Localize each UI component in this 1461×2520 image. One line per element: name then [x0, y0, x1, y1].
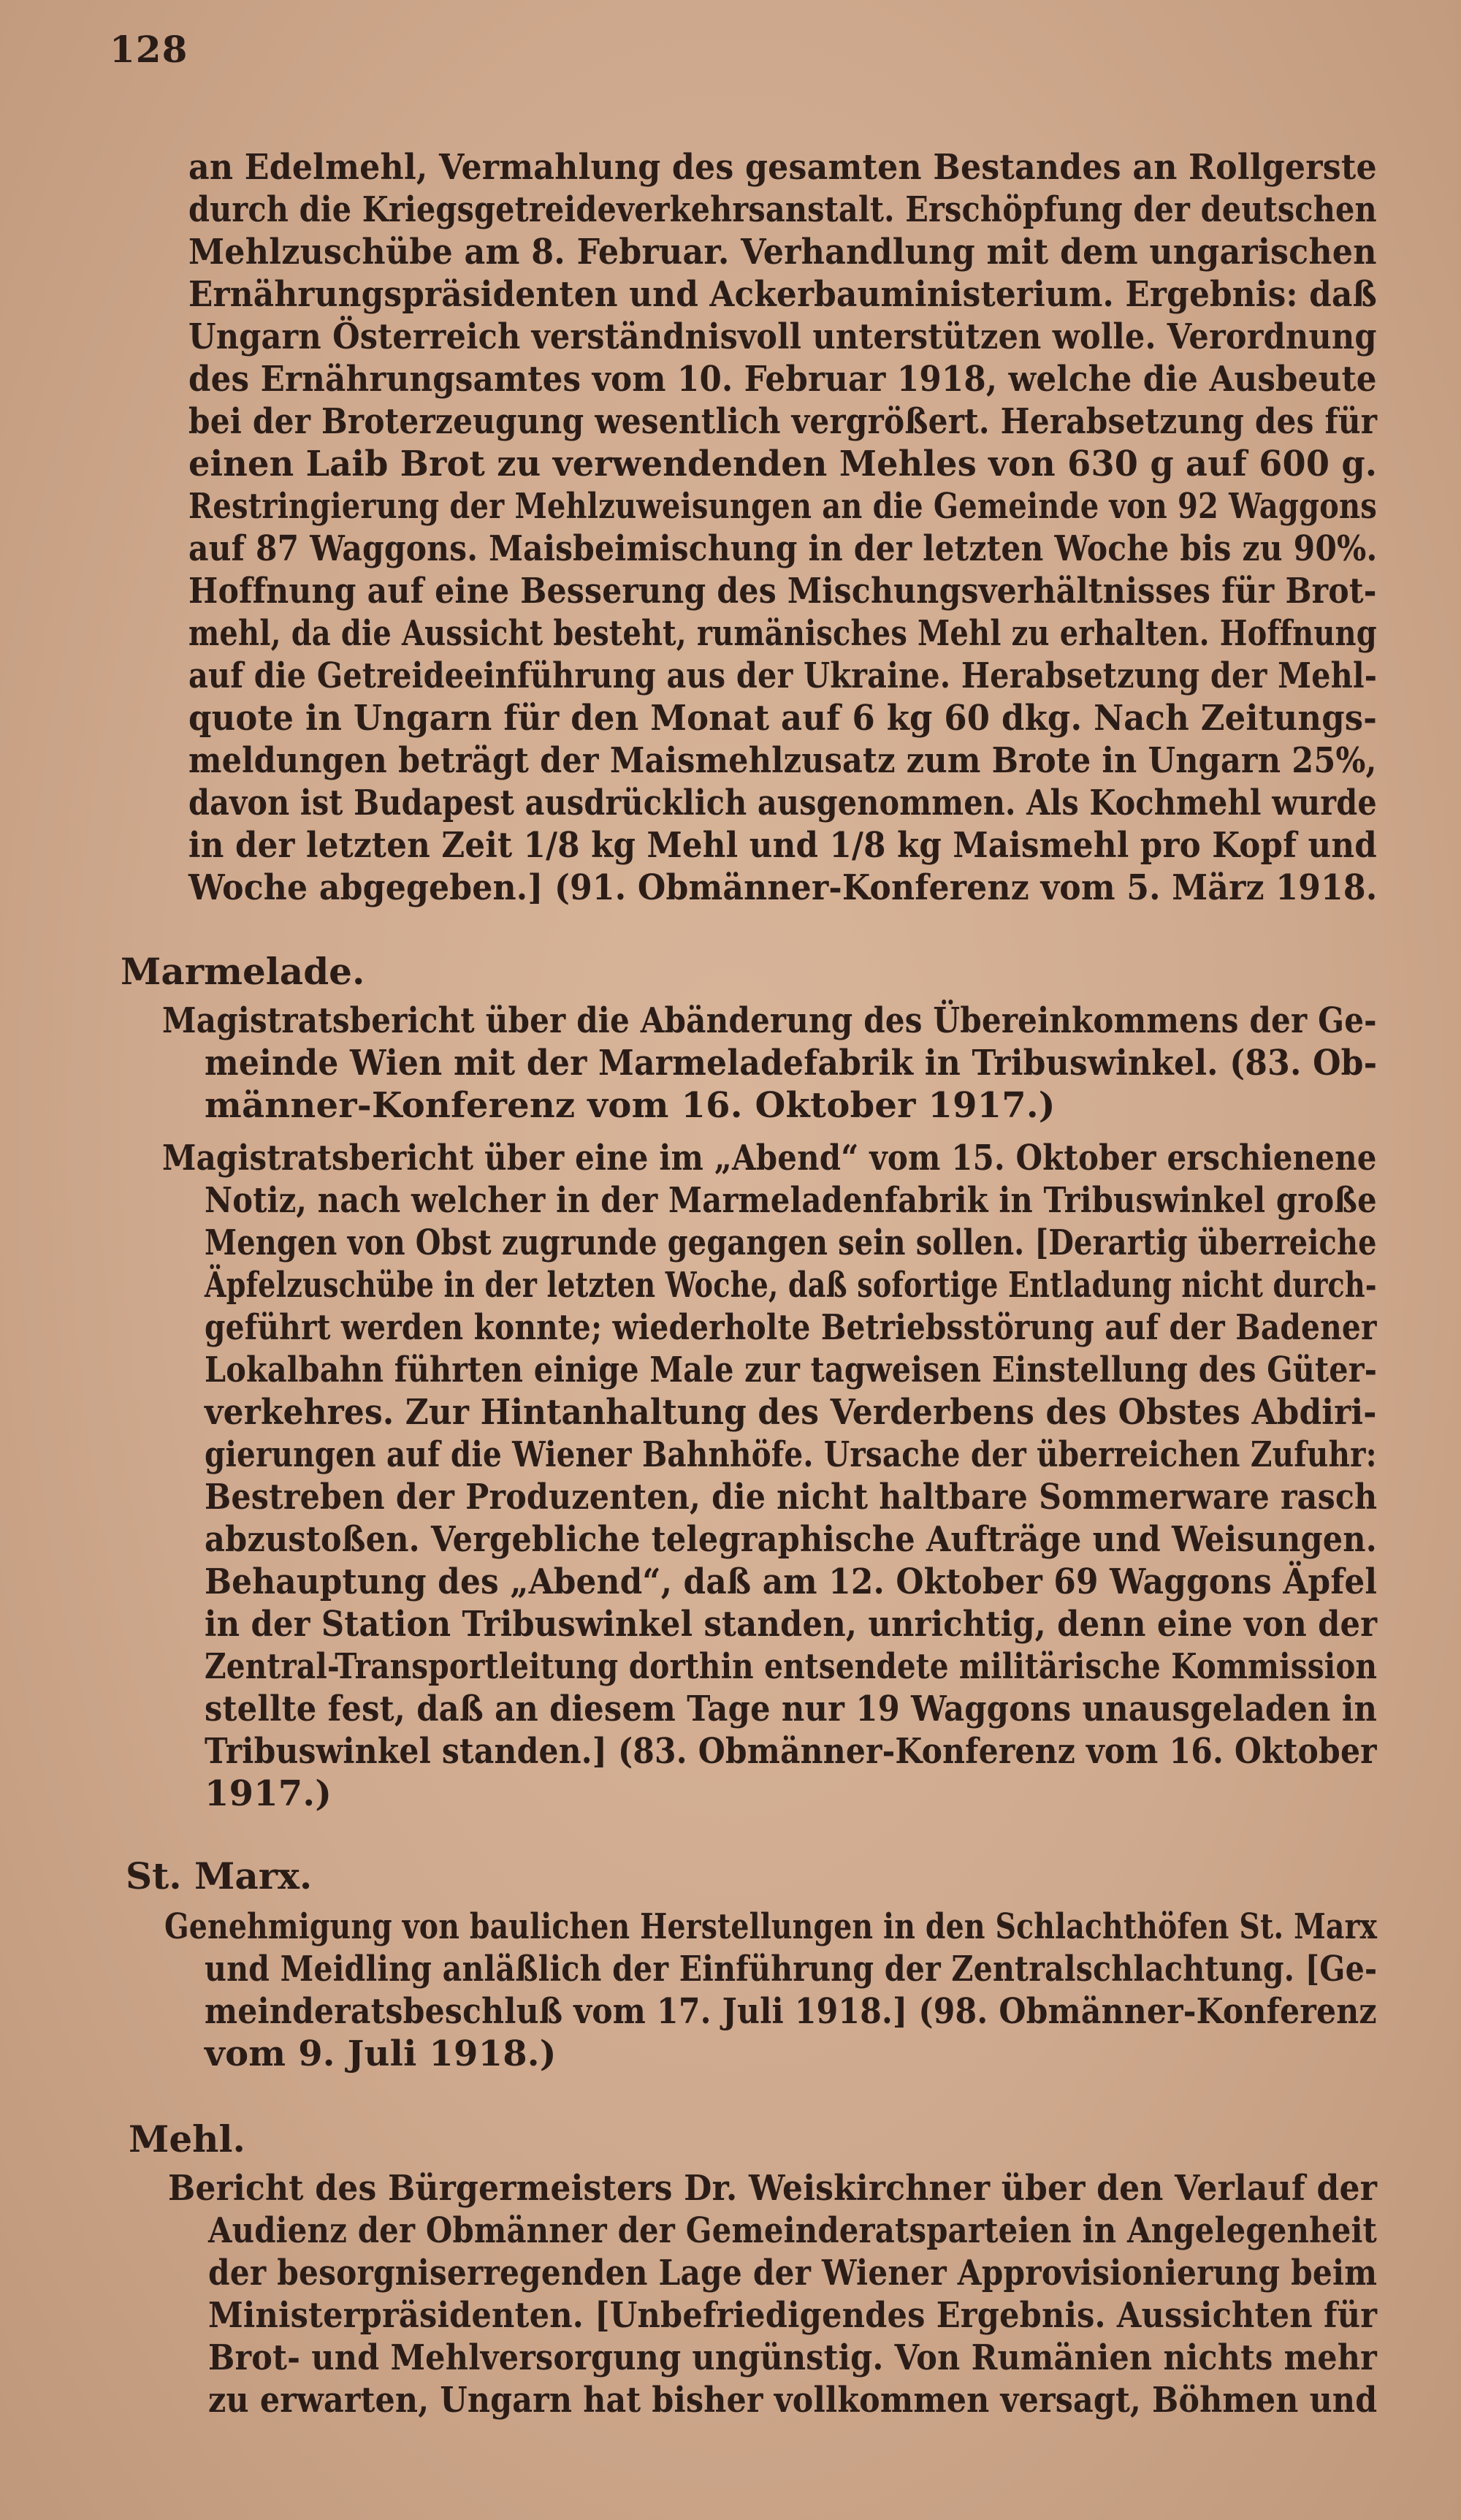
text-line: Notiz, nach welcher in der Marmeladenfabrik in Tribuswinkel große [205, 1180, 1377, 1221]
text-line: verkehres. Zur Hintanhaltung des Verderbens des Obstes Abdiri- [205, 1392, 1377, 1433]
text-line: Tribuswinkel standen.] (83. Obmänner-Konferenz vom 16. Oktober [205, 1731, 1377, 1772]
text-line: der besorgniserregenden Lage der Wiener Approvisionierung beim [208, 2253, 1378, 2293]
text-line: geführt werden konnte; wiederholte Betriebsstörung auf der Badener [205, 1307, 1377, 1348]
text-line: Ungarn Österreich verständnisvoll unterstützen wolle. Verordnung [188, 316, 1377, 357]
text-line: Behauptung des „Abend“, daß am 12. Oktober 69 Waggons Äpfel [205, 1561, 1378, 1602]
page-number: 128 [110, 28, 188, 71]
text-line: und Meidling anläßlich der Einführung der Zentralschlachtung. [Ge- [205, 1949, 1378, 1990]
text-line: Restringierung der Mehlzuweisungen an die Gemeinde von 92 Waggons [188, 486, 1377, 527]
text-line: in der Station Tribuswinkel standen, unrichtig, denn eine von der [205, 1604, 1378, 1645]
text-line: mehl, da die Aussicht besteht, rumänisches Mehl zu erhalten. Hoffnung [188, 613, 1377, 654]
text-line: auf die Getreideeinführung aus der Ukraine. Herabsetzung der Mehl- [188, 655, 1378, 696]
text-line: 1917.) [205, 1773, 332, 1814]
text-line: Zentral-Transportleitung dorthin entsendete militärische Kommission [205, 1646, 1378, 1687]
text-line: Äpfelzuschübe in der letzten Woche, daß sofortige Entladung nicht durch- [205, 1265, 1377, 1306]
text-line: einen Laib Brot zu verwendenden Mehles von 630 g auf 600 g. [188, 444, 1378, 484]
text-line: Ernährungspräsidenten und Ackerbauministerium. Ergebnis: daß [188, 274, 1377, 315]
text-line: Bestreben der Produzenten, die nicht haltbare Sommerware rasch [205, 1477, 1378, 1518]
text-line: des Ernährungsamtes vom 10. Februar 1918, welche die Ausbeute [188, 359, 1377, 400]
text-line: Magistratsbericht über eine im „Abend“ vom 15. Oktober erschienene [162, 1138, 1377, 1179]
section-heading: Marmelade. [121, 950, 365, 993]
text-line: Magistratsbericht über die Abänderung des Übereinkommens der Ge- [162, 1000, 1377, 1041]
text-line: Bericht des Bürgermeisters Dr. Weiskirchner über den Verlauf der [168, 2168, 1378, 2209]
text-line: Mehlzuschübe am 8. Februar. Verhandlung mit dem ungarischen [188, 232, 1377, 273]
text-line: an Edelmehl, Vermahlung des gesamten Bestandes an Rollgerste [188, 147, 1377, 188]
text-line: meldungen beträgt der Maismehlzusatz zum Brote in Ungarn 25%, [188, 740, 1377, 781]
text-line: stellte fest, daß an diesem Tage nur 19 Waggons unausgeladen in [205, 1689, 1378, 1729]
text-line: davon ist Budapest ausdrücklich ausgenommen. Als Kochmehl wurde [188, 783, 1377, 823]
text-line: meinde Wien mit der Marmeladefabrik in Tribuswinkel. (83. Ob- [205, 1043, 1378, 1084]
text-line: Lokalbahn führten einige Male zur tagweisen Einstellung des Güter- [205, 1350, 1378, 1390]
text-line: Woche abgegeben.] (91. Obmänner-Konferenz vom 5. März 1918. [188, 867, 1378, 908]
text-line: quote in Ungarn für den Monat auf 6 kg 60 dkg. Nach Zeitungs- [188, 698, 1378, 739]
text-line: zu erwarten, Ungarn hat bisher vollkommen versagt, Böhmen und [208, 2380, 1378, 2421]
section-heading: St. Marx. [126, 1854, 313, 1897]
text-line: meinderatsbeschluß vom 17. Juli 1918.] (98. Obmänner-Konferenz [205, 1991, 1377, 2032]
text-line: auf 87 Waggons. Maisbeimischung in der letzten Woche bis zu 90%. [188, 528, 1378, 569]
text-line: abzustoßen. Vergebliche telegraphische Aufträge und Weisungen. [205, 1519, 1377, 1560]
text-line: vom 9. Juli 1918.) [205, 2033, 557, 2074]
text-line: Hoffnung auf eine Besserung des Mischungsverhältnisses für Brot- [188, 571, 1377, 612]
text-line: Genehmigung von baulichen Herstellungen in den Schlachthöfen St. Marx [164, 1906, 1378, 1947]
text-line: männer-Konferenz vom 16. Oktober 1917.) [205, 1085, 1056, 1126]
text-line: durch die Kriegsgetreideverkehrsanstalt. Erschöpfung der deutschen [188, 189, 1377, 230]
text-line: gierungen auf die Wiener Bahnhöfe. Ursache der überreichen Zufuhr: [205, 1434, 1377, 1475]
section-heading: Mehl. [129, 2117, 245, 2161]
text-line: Ministerpräsidenten. [Unbefriedigendes Ergebnis. Aussichten für [208, 2295, 1378, 2336]
text-line: Brot- und Mehlversorgung ungünstig. Von Rumänien nichts mehr [208, 2337, 1377, 2378]
text-line: bei der Broterzeugung wesentlich vergrößert. Herabsetzung des für [188, 401, 1378, 442]
text-line: in der letzten Zeit 1/8 kg Mehl und 1/8 kg Maismehl pro Kopf und [188, 825, 1377, 866]
text-line: Mengen von Obst zugrunde gegangen sein sollen. [Derartig überreiche [205, 1222, 1377, 1263]
text-line: Audienz der Obmänner der Gemeinderatsparteien in Angelegenheit [208, 2210, 1378, 2251]
